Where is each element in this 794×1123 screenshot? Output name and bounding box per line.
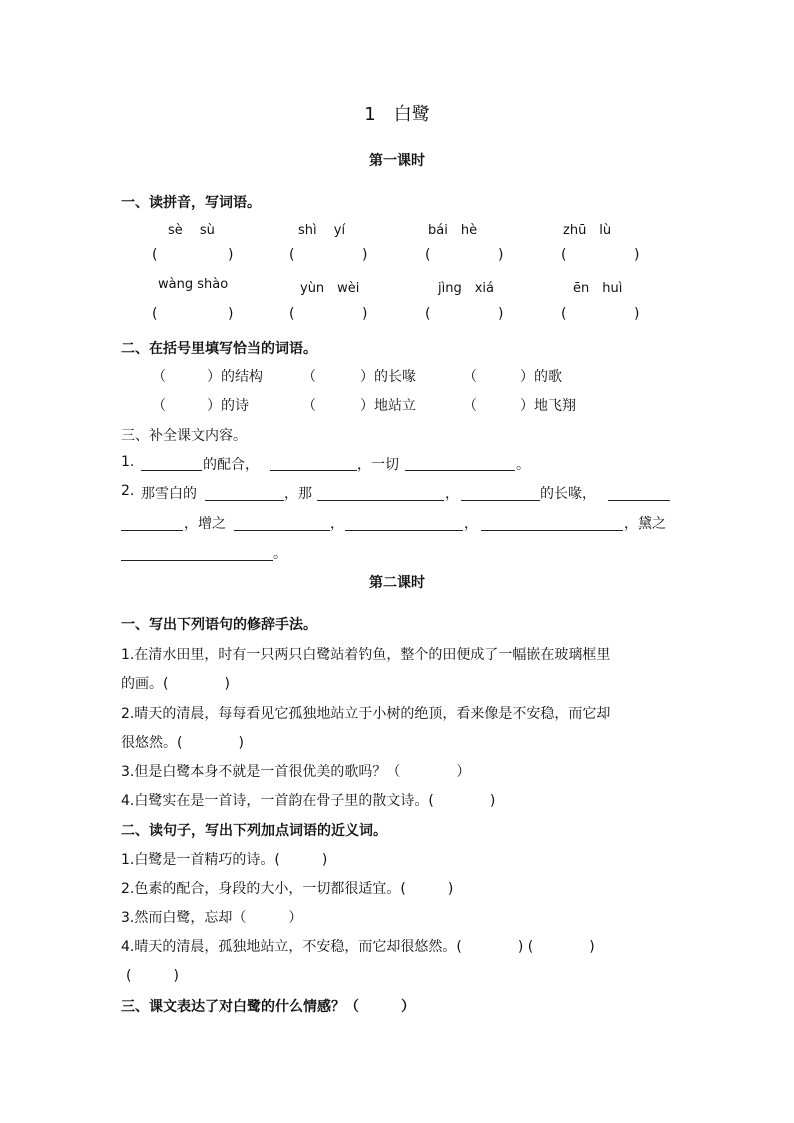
answer-blank[interactable] <box>317 500 444 501</box>
answer-blank[interactable] <box>270 470 357 471</box>
answer-paren-close: ) <box>362 306 368 322</box>
fill-paren-open: （ <box>463 398 477 414</box>
pinyin-4: zhū lù <box>563 223 612 238</box>
answer-paren-open: ( <box>425 247 431 263</box>
page-title <box>0 100 794 126</box>
question-line: 2.晴天的清晨，每每看见它孤独地站立于小树的绝顶，看来像是不安稳，而它却 <box>121 706 611 722</box>
question-line: 3.然而白鹭，忘却（ ） <box>121 910 303 926</box>
fill-item: ）地站立 <box>360 398 416 414</box>
pinyin-5: wàng shào <box>158 277 229 292</box>
fill-paren-open: （ <box>152 398 166 414</box>
answer-blank[interactable] <box>121 560 273 561</box>
lesson2-heading: 第二课时 <box>369 575 425 591</box>
question-line: 4.白鹭实在是一首诗，一首韵在骨子里的散文诗。( ) <box>121 793 496 809</box>
fill-paren-open: （ <box>463 369 477 385</box>
item-number: 2. <box>121 483 135 499</box>
item-text: ， <box>330 516 344 532</box>
answer-paren-open: ( <box>561 306 567 322</box>
item-text: ， <box>464 516 478 532</box>
item-text: ， <box>445 486 459 502</box>
question-line: 4.晴天的清晨，孤独地站立，不安稳，而它却很悠然。( ) ( ) <box>121 939 595 955</box>
answer-paren-close: ) <box>634 306 640 322</box>
answer-blank[interactable] <box>205 500 284 501</box>
fill-paren-open: （ <box>302 369 316 385</box>
item-text: ，黛之 <box>624 516 666 532</box>
answer-blank[interactable] <box>405 470 515 471</box>
answer-blank[interactable] <box>608 500 670 501</box>
question-line: ( ) <box>126 968 179 984</box>
answer-blank[interactable] <box>234 530 330 531</box>
answer-blank[interactable] <box>121 530 183 531</box>
answer-paren-open: ( <box>152 306 158 322</box>
item-number: 1. <box>121 454 135 470</box>
answer-blank[interactable] <box>461 500 540 501</box>
question-line: 的画。( ) <box>121 676 230 692</box>
item-text: ，一切 <box>357 457 399 473</box>
item-text: ，那 <box>284 486 312 502</box>
question-line: 很悠然。( ) <box>121 735 244 751</box>
lesson1-heading: 第一课时 <box>369 153 425 169</box>
answer-paren-close: ) <box>498 247 504 263</box>
pinyin-7: jìng xiá <box>438 281 494 296</box>
fill-paren-open: （ <box>152 369 166 385</box>
item-text: 的长喙， <box>540 486 596 502</box>
answer-paren-open: ( <box>152 247 158 263</box>
item-text: 那雪白的 <box>141 486 197 502</box>
pinyin-2: shì yí <box>298 223 346 238</box>
fill-item: ）的诗 <box>207 398 249 414</box>
fill-item: ）的结构 <box>207 369 263 385</box>
item-text: 的配合， <box>203 457 259 473</box>
answer-paren-close: ) <box>634 247 640 263</box>
answer-blank[interactable] <box>345 530 463 531</box>
answer-paren-close: ) <box>228 247 234 263</box>
question-line: 3.但是白鹭本身不就是一首很优美的歌吗？（ ） <box>121 764 471 780</box>
answer-blank[interactable] <box>141 470 202 471</box>
pinyin-6: yùn wèi <box>300 281 360 296</box>
question-line: 2.色素的配合，身段的大小，一切都很适宜。( ) <box>121 881 454 897</box>
fill-item: ）的歌 <box>520 369 562 385</box>
fill-item: ）的长喙 <box>360 369 416 385</box>
pinyin-8: ēn huì <box>573 281 623 296</box>
answer-paren-close: ) <box>228 306 234 322</box>
item-text: 。 <box>516 457 530 473</box>
answer-paren-open: ( <box>289 247 295 263</box>
fill-item: ）地飞翔 <box>520 398 576 414</box>
l1-section3-heading: 三、补全课文内容。 <box>121 428 247 444</box>
answer-paren-open: ( <box>425 306 431 322</box>
l1-section2-heading: 二、在括号里填写恰当的词语。 <box>121 341 317 357</box>
lesson-title: 白鹭 <box>393 104 430 125</box>
l1-section1-heading: 一、读拼音，写词语。 <box>121 195 261 211</box>
pinyin-3: bái hè <box>428 223 478 238</box>
question-line: 1.在清水田里，时有一只两只白鹭站着钓鱼，整个的田便成了一幅嵌在玻璃框里 <box>121 647 611 663</box>
item-text: 。 <box>273 546 287 562</box>
fill-paren-open: （ <box>302 398 316 414</box>
lesson-number: 1 <box>364 104 376 125</box>
answer-paren-close: ) <box>362 247 368 263</box>
item-text: ，增之 <box>184 516 226 532</box>
l2-section2-heading: 二、读句子，写出下列加点词语的近义词。 <box>121 823 387 839</box>
pinyin-1: sè sù <box>168 223 215 238</box>
answer-paren-open: ( <box>561 247 567 263</box>
question-line: 1.白鹭是一首精巧的诗。( ) <box>121 852 328 868</box>
l2-section1-heading: 一、写出下列语句的修辞手法。 <box>121 617 317 633</box>
answer-paren-close: ) <box>498 306 504 322</box>
answer-blank[interactable] <box>481 530 623 531</box>
answer-paren-open: ( <box>289 306 295 322</box>
l2-section3-heading: 三、课文表达了对白鹭的什么情感？（ ） <box>121 999 415 1015</box>
